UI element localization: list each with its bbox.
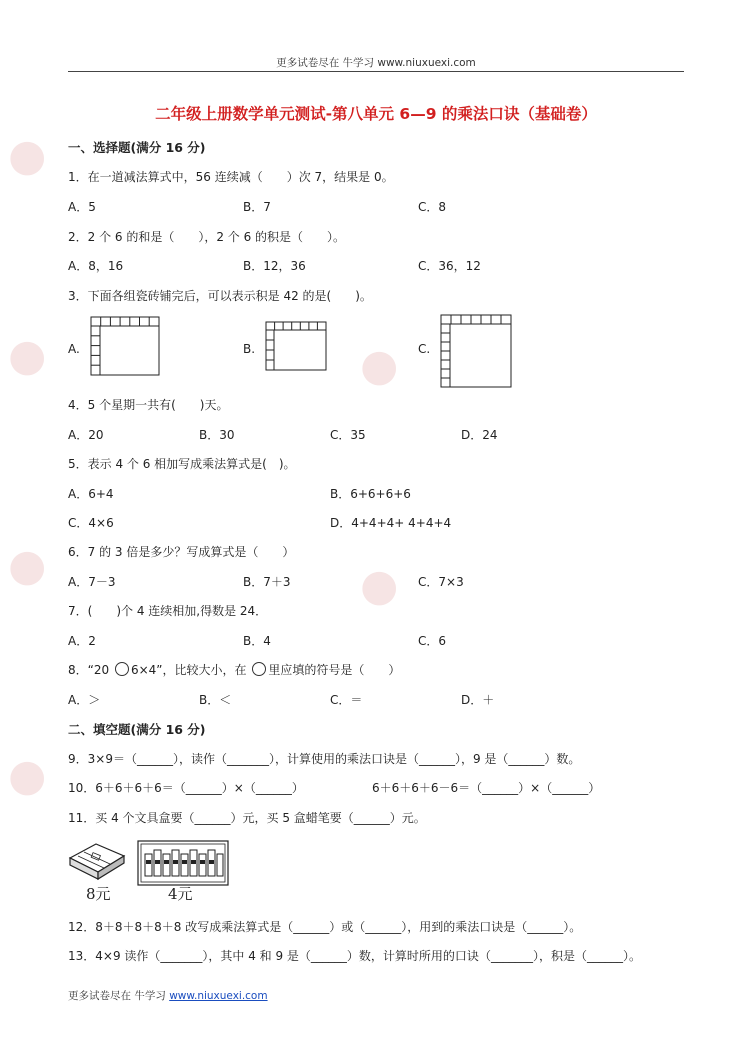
header-divider bbox=[68, 71, 684, 72]
q6-option-a: A．7－3 bbox=[68, 575, 116, 589]
q1-option-c: C．8 bbox=[418, 200, 447, 214]
q8-middle: 6×4”，比较大小，在 bbox=[130, 663, 247, 677]
watermark-logo: ● bbox=[8, 540, 47, 591]
q8-option-a: A．＞ bbox=[68, 693, 101, 707]
q4-option-b: B．30 bbox=[199, 428, 235, 442]
question-6: 6．7 的 3 倍是多少？写成算式是（ ） bbox=[68, 545, 295, 559]
question-13: 13．4×9 读作（_______），其中 4 和 9 是（______）数，计算时所用的口诀（_______），积是（______）。 bbox=[68, 949, 641, 963]
q5-option-d: D．4+4+4+ 4+4+4 bbox=[330, 516, 452, 530]
q5-option-b: B．6+6+6+6 bbox=[330, 487, 411, 501]
watermark-logo: ● bbox=[360, 340, 399, 391]
page-footer bbox=[68, 988, 268, 1003]
question-1: 1．在一道减法算式中，56 连续减（ ）次 7，结果是 0。 bbox=[68, 170, 394, 184]
q8-option-c: C．＝ bbox=[330, 693, 363, 707]
crayon-box-image bbox=[137, 840, 229, 886]
question-7: 7．( )个 4 连续相加,得数是 24． bbox=[68, 604, 268, 618]
q7-option-b: B．4 bbox=[243, 634, 271, 648]
question-4: 4．5 个星期一共有( )天。 bbox=[68, 398, 229, 412]
question-11: 11．买 4 个文具盒要（______）元，买 5 盒蜡笔要（______）元。 bbox=[68, 811, 426, 825]
q8-option-d: D．＋ bbox=[461, 693, 495, 707]
q2-option-b: B．12，36 bbox=[243, 259, 306, 273]
q8-option-b: B．＜ bbox=[199, 693, 232, 707]
watermark-logo: ● bbox=[8, 750, 47, 801]
watermark-logo: ● bbox=[8, 330, 47, 381]
tile-grid-b-image bbox=[265, 321, 327, 371]
q8-prefix: 8．“20 bbox=[68, 663, 110, 677]
page-header: 更多试卷尽在 牛学习 www.niuxuexi.com bbox=[276, 57, 476, 69]
q3-option-c: C. bbox=[418, 342, 431, 356]
question-3: 3．下面各组瓷砖铺完后，可以表示积是 42 的是( )。 bbox=[68, 289, 372, 303]
q6-option-b: B．7＋3 bbox=[243, 575, 291, 589]
pencil-box-image bbox=[66, 838, 128, 882]
question-5: 5．表示 4 个 6 相加写成乘法算式是( )。 bbox=[68, 457, 296, 471]
footer-link[interactable]: www.niuxuexi.com bbox=[169, 990, 268, 1002]
q6-option-c: C．7×3 bbox=[418, 575, 464, 589]
q2-option-a: A．8，16 bbox=[68, 259, 124, 273]
compare-circle-icon bbox=[252, 662, 266, 676]
section-heading-choice: 一、选择题(满分 16 分) bbox=[68, 140, 206, 155]
q5-option-a: A．6+4 bbox=[68, 487, 114, 501]
pencil-box-price: 8元 bbox=[86, 885, 111, 903]
watermark-logo: ● bbox=[8, 130, 47, 181]
q8-suffix: 里应填的符号是（ ） bbox=[268, 663, 401, 677]
q4-option-d: D．24 bbox=[461, 428, 498, 442]
q4-option-c: C．35 bbox=[330, 428, 366, 442]
q3-option-b: B. bbox=[243, 342, 256, 356]
question-9: 9．3×9＝（______），读作（_______），计算使用的乘法口诀是（______），9 是（______）数。 bbox=[68, 752, 581, 766]
question-10-right: 6＋6＋6＋6－6＝（______）×（______） bbox=[372, 781, 601, 795]
q4-option-a: A．20 bbox=[68, 428, 104, 442]
page-title: 二年级上册数学单元测试-第八单元 6—9 的乘法口诀（基础卷） bbox=[155, 105, 597, 123]
crayon-box-price: 4元 bbox=[168, 885, 193, 903]
q3-option-a: A. bbox=[68, 342, 80, 356]
question-8 bbox=[68, 661, 400, 678]
q2-option-c: C．36，12 bbox=[418, 259, 481, 273]
compare-circle-icon bbox=[115, 662, 129, 676]
watermark-logo: ● bbox=[360, 560, 399, 611]
tile-grid-a-image bbox=[90, 316, 160, 376]
q7-option-a: A．2 bbox=[68, 634, 96, 648]
question-10-left: 10．6＋6＋6＋6＝（______）×（______） bbox=[68, 781, 304, 795]
footer-text: 更多试卷尽在 牛学习 bbox=[68, 990, 166, 1002]
tile-grid-c-image bbox=[440, 314, 512, 388]
q1-option-a: A．5 bbox=[68, 200, 96, 214]
question-12: 12．8＋8＋8＋8＋8 改写成乘法算式是（______）或（______），用到的乘法口诀是（______）。 bbox=[68, 920, 582, 934]
q5-option-c: C．4×6 bbox=[68, 516, 114, 530]
question-2: 2．2 个 6 的和是（ ），2 个 6 的积是（ ）。 bbox=[68, 230, 346, 244]
q7-option-c: C．6 bbox=[418, 634, 447, 648]
q1-option-b: B．7 bbox=[243, 200, 271, 214]
section-heading-fill: 二、填空题(满分 16 分) bbox=[68, 722, 206, 737]
